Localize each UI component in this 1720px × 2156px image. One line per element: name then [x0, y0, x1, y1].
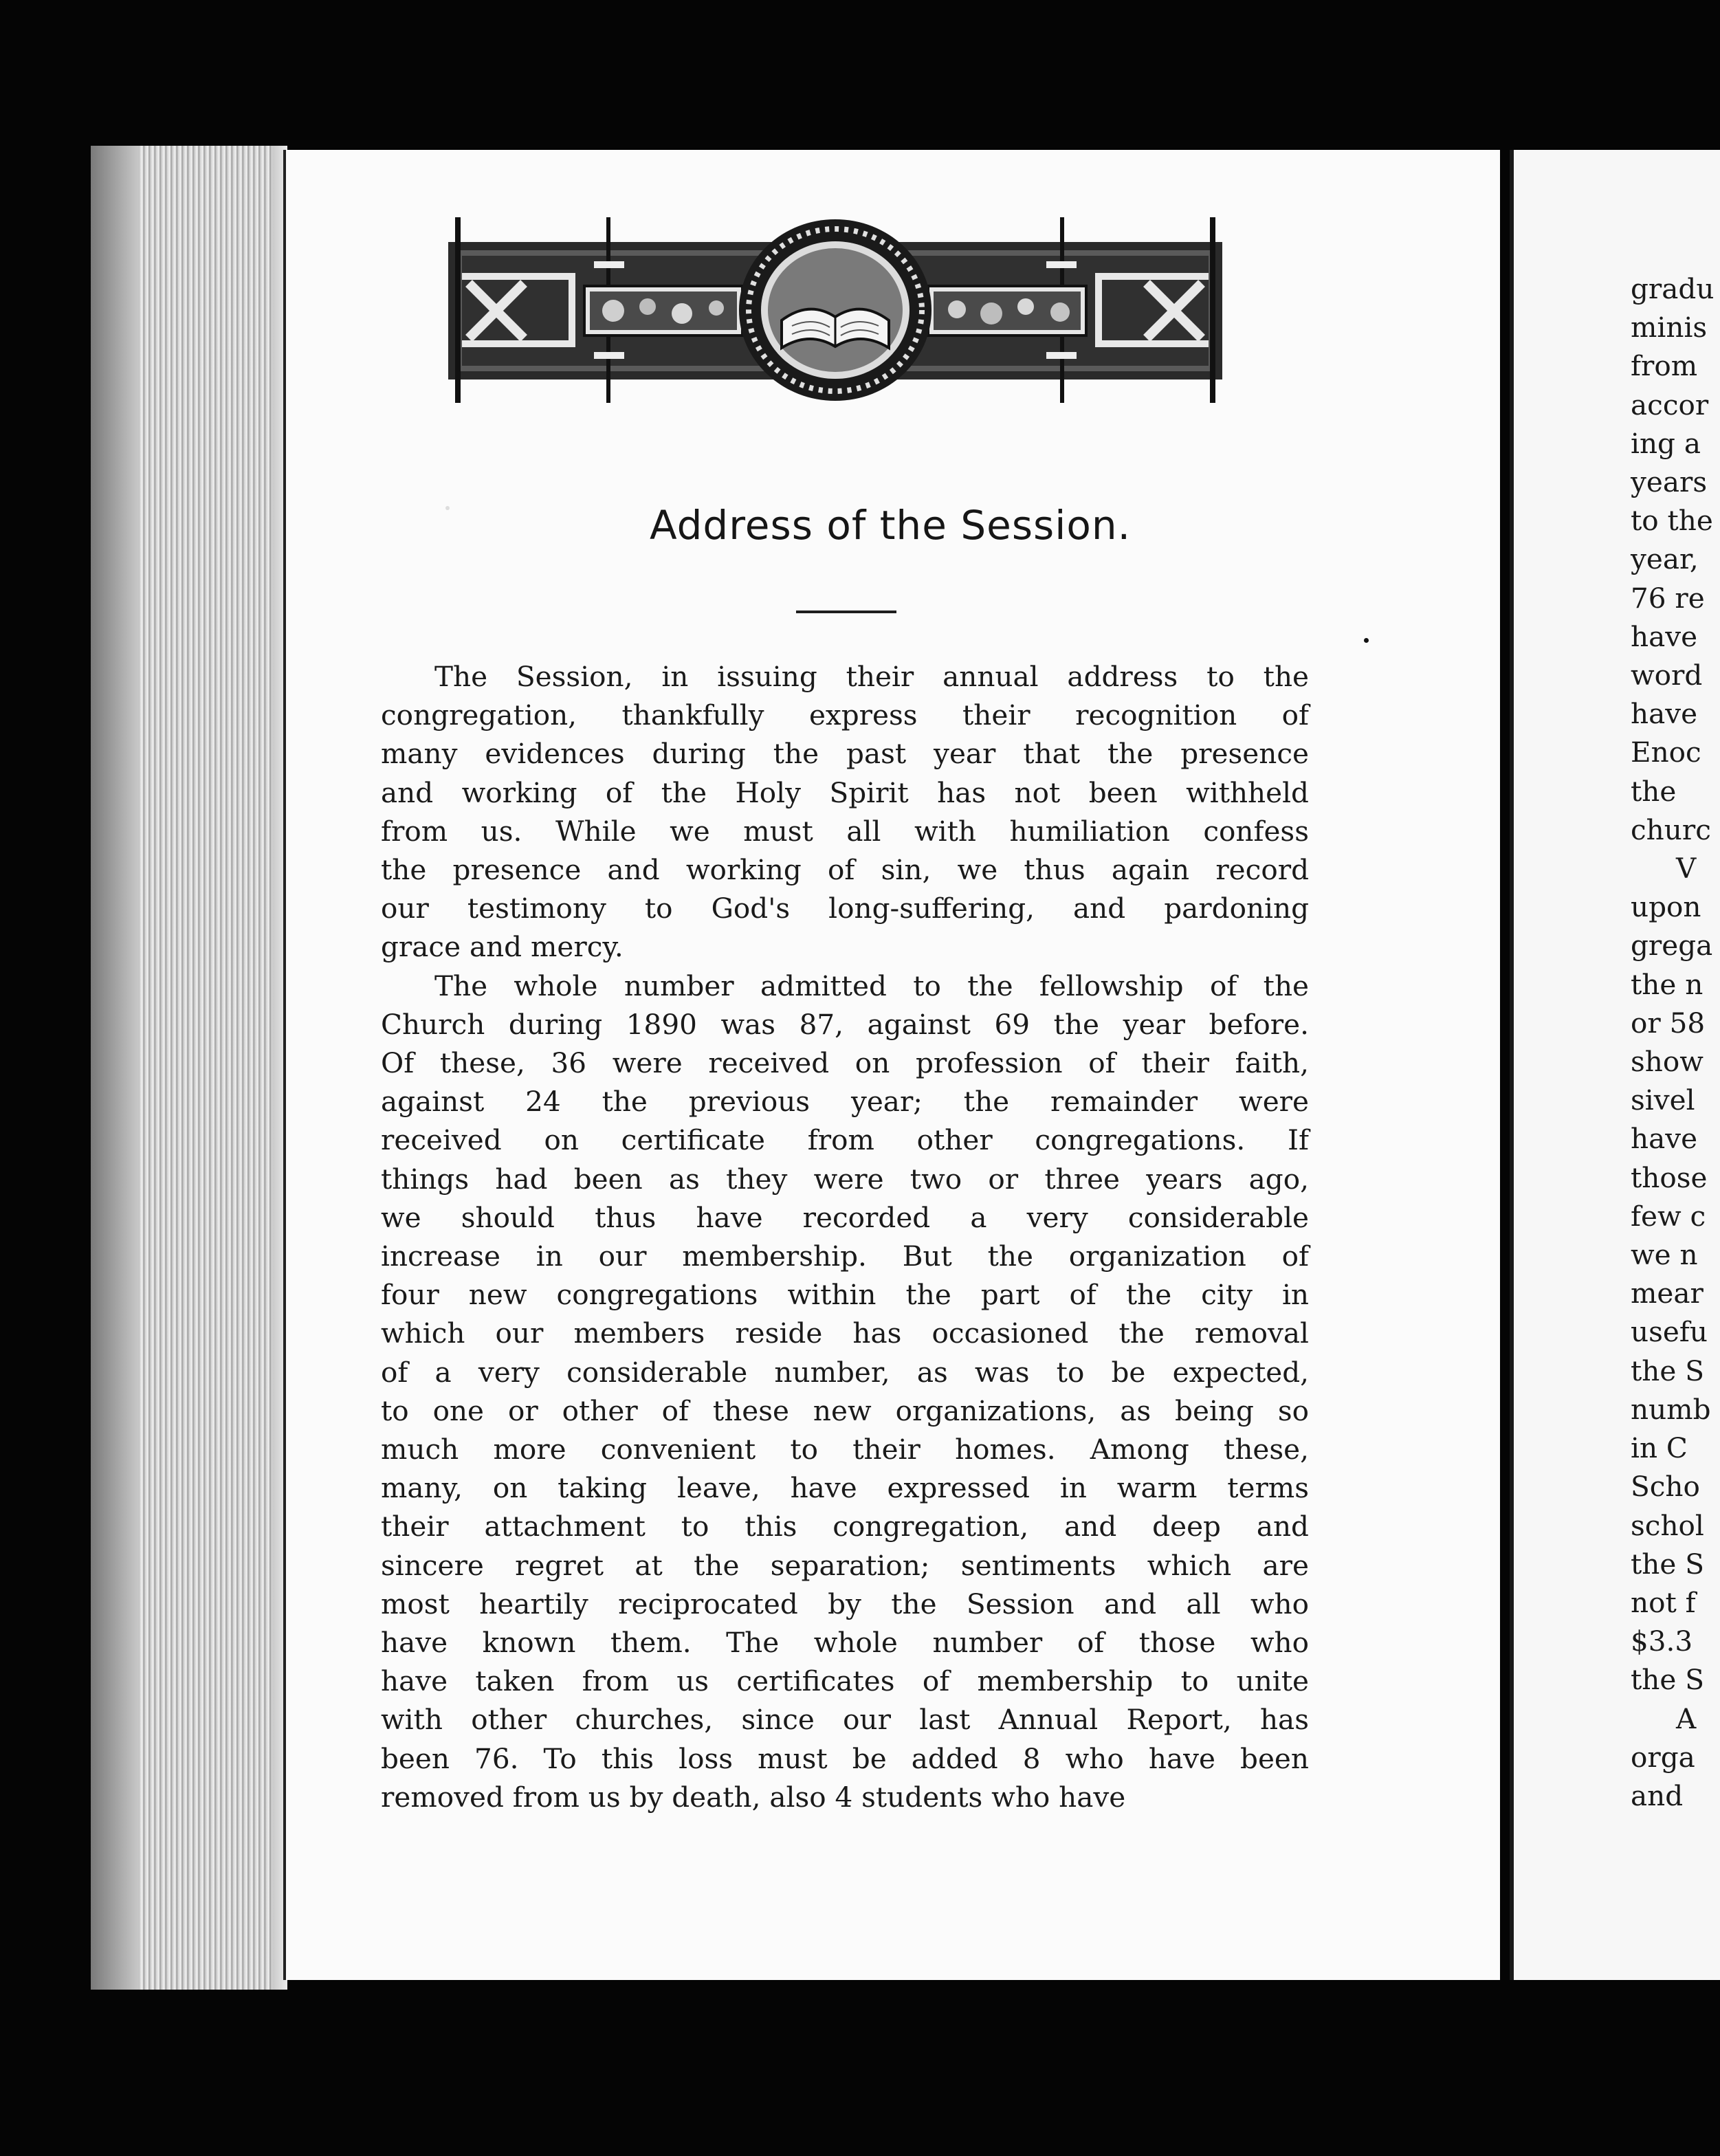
text-line: four new congregations within the part of the city in — [381, 1278, 1309, 1312]
next-page-line: the S — [1631, 1663, 1704, 1697]
text-line: The whole number admitted to the fellowship of the — [434, 969, 1309, 1002]
text-line: we should thus have recorded a very considerable — [381, 1200, 1309, 1234]
next-page-line: schol — [1631, 1508, 1704, 1542]
text-line: and working of the Holy Spirit has not been withheld — [381, 776, 1309, 809]
next-page-line: ing a — [1631, 426, 1701, 460]
next-page-line: the n — [1631, 967, 1704, 1001]
next-page-line: the — [1631, 774, 1677, 808]
next-page-line: Enoc — [1631, 736, 1701, 769]
next-page-line: accor — [1631, 388, 1709, 421]
next-page-line: upon — [1631, 890, 1701, 924]
text-line: which our members reside has occasioned the removal — [381, 1317, 1309, 1350]
next-page-line: V — [1676, 852, 1697, 886]
next-page-line: numb — [1631, 1392, 1711, 1426]
text-line: things had been as they were two or three years ago, — [381, 1162, 1309, 1196]
text-line: Of these, 36 were received on profession of their faith, — [381, 1046, 1309, 1080]
next-page-line: few c — [1631, 1199, 1706, 1233]
next-page-line: grega — [1631, 929, 1713, 962]
next-page-line: to the — [1631, 504, 1713, 538]
title-divider — [796, 610, 896, 613]
next-page-line: the S — [1631, 1547, 1704, 1581]
book-page-edges — [91, 146, 282, 1990]
text-line: the presence and working of sin, we thus again record — [381, 853, 1309, 887]
next-page-line: $3.3 — [1631, 1625, 1693, 1658]
text-line: have taken from us certificates of membership to unite — [381, 1664, 1309, 1698]
text-line: removed from us by death, also 4 students who have — [381, 1780, 1126, 1814]
text-line: increase in our membership. But the organization of — [381, 1240, 1309, 1273]
next-page-line: orga — [1631, 1740, 1695, 1774]
text-line: from us. While we must all with humiliation confess — [381, 814, 1309, 848]
text-line: our testimony to God's long-suffering, and pardoning — [381, 892, 1309, 925]
next-page-line: churc — [1631, 813, 1711, 846]
speck — [1364, 638, 1369, 643]
body-text — [381, 657, 1309, 1816]
next-page-line: those — [1631, 1160, 1708, 1194]
next-page-line: Scho — [1631, 1470, 1700, 1504]
text-line: much more convenient to their homes. Among these, — [381, 1433, 1309, 1466]
next-page-line: have — [1631, 1122, 1698, 1156]
text-line: many evidences during the past year that the presence — [381, 737, 1309, 771]
text-line: Church during 1890 was 87, against 69 the year before. — [381, 1007, 1309, 1041]
next-page-line: year, — [1631, 542, 1699, 576]
next-page-line: years — [1631, 465, 1708, 499]
text-line: have known them. The whole number of those who — [381, 1626, 1309, 1660]
next-page-line: 76 re — [1631, 581, 1705, 615]
next-page-line: mear — [1631, 1277, 1704, 1310]
next-page-line: we n — [1631, 1238, 1698, 1272]
text-line: with other churches, since our last Annual Report, has — [381, 1703, 1309, 1737]
text-line: congregation, thankfully express their recognition of — [381, 698, 1309, 732]
next-page-line: A — [1676, 1702, 1697, 1735]
text-line: many, on taking leave, have expressed in warm terms — [381, 1471, 1309, 1505]
next-page-line: gradu — [1631, 272, 1715, 305]
next-page-line: have — [1631, 619, 1698, 653]
next-page-text — [1631, 270, 1715, 1815]
next-page-line: sivel — [1631, 1084, 1695, 1117]
next-page-line: from — [1631, 349, 1698, 383]
next-page-line: the S — [1631, 1354, 1704, 1387]
header-ornament — [441, 217, 1229, 403]
text-line: grace and mercy. — [381, 930, 624, 964]
text-line: of a very considerable number, as was to be expected, — [381, 1355, 1309, 1389]
next-page-line: show — [1631, 1045, 1704, 1079]
next-page-line: minis — [1631, 311, 1708, 344]
next-page-line: or 58 — [1631, 1006, 1706, 1040]
next-page-line: have — [1631, 697, 1698, 731]
next-page-line: usefu — [1631, 1315, 1708, 1349]
speck — [445, 506, 450, 510]
text-line: received on certificate from other congregations. If — [381, 1123, 1309, 1157]
text-line: most heartily reciprocated by the Session and all who — [381, 1587, 1309, 1620]
text-line: sincere regret at the separation; sentiments which are — [381, 1548, 1309, 1582]
next-page-line: in C — [1631, 1431, 1688, 1465]
text-line: The Session, in issuing their annual address to the — [434, 660, 1309, 693]
text-line: been 76. To this loss must be added 8 who have been — [381, 1741, 1309, 1775]
text-line: their attachment to this congregation, and deep and — [381, 1510, 1309, 1543]
page-title: Address of the Session. — [649, 502, 1132, 549]
next-page-line: and — [1631, 1779, 1684, 1812]
next-page-line: word — [1631, 659, 1703, 692]
next-page-line: not f — [1631, 1585, 1696, 1619]
text-line: to one or other of these new organizations, as being so — [381, 1394, 1309, 1427]
text-line: against 24 the previous year; the remainder were — [381, 1085, 1309, 1119]
